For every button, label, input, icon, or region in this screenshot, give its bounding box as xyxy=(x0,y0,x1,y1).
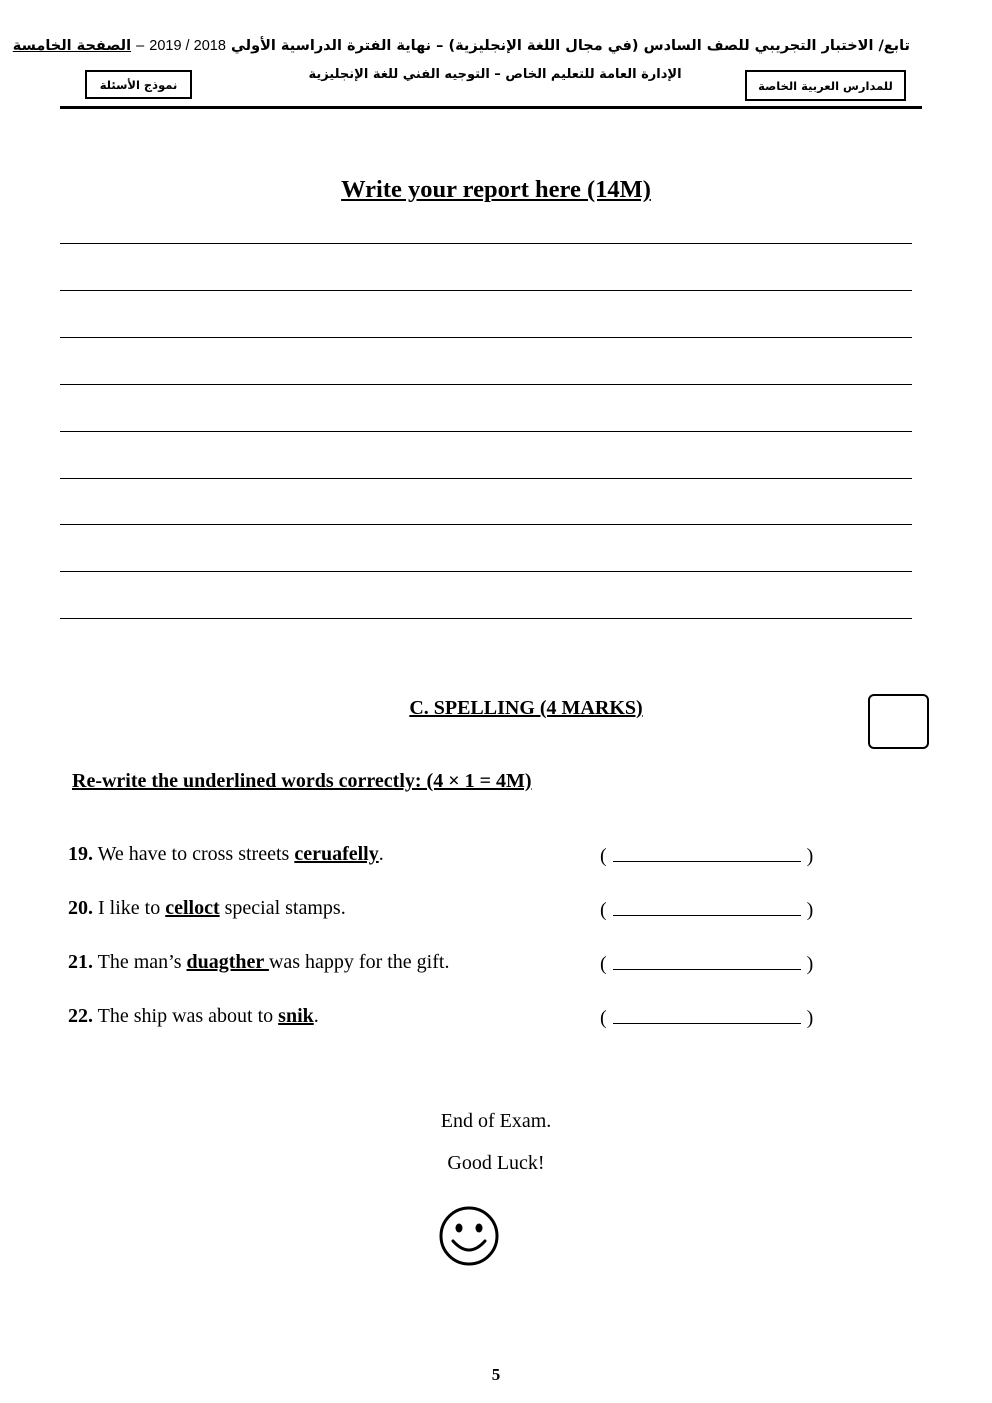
question-number: 21. xyxy=(68,951,93,973)
answer-19 xyxy=(600,845,813,868)
question-number: 20. xyxy=(68,897,93,919)
question-22 xyxy=(68,1005,319,1028)
header-year: 2018 / 2019 xyxy=(149,38,226,54)
question-text-after: . xyxy=(313,1005,319,1027)
question-text-after: . xyxy=(378,843,384,865)
report-writing-line[interactable] xyxy=(60,431,912,432)
answer-21 xyxy=(600,953,813,976)
question-text-after: special stamps. xyxy=(219,897,346,919)
report-writing-line[interactable] xyxy=(60,290,912,291)
question-text-after: was happy for the gift. xyxy=(268,951,450,973)
header-box-schools: للمدارس العربية الخاصة xyxy=(745,70,906,101)
answer-blank[interactable] xyxy=(613,1007,801,1024)
misspelled-word: celloct xyxy=(165,897,220,919)
paren-open: ( xyxy=(600,953,607,975)
question-text-before: The ship was about to xyxy=(97,1005,279,1027)
report-writing-line[interactable] xyxy=(60,618,912,619)
report-writing-line[interactable] xyxy=(60,243,912,244)
report-writing-line[interactable] xyxy=(60,337,912,338)
paren-close: ) xyxy=(806,899,814,921)
header-page-label: الصفحة الخامسة xyxy=(12,38,132,54)
paren-open: ( xyxy=(600,845,607,867)
question-19 xyxy=(68,843,384,866)
report-writing-line[interactable] xyxy=(60,571,912,572)
header-subtitle: الإدارة العامة للتعليم الخاص – التوجيه الفني للغة الإنجليزية xyxy=(308,67,682,82)
answer-blank[interactable] xyxy=(613,899,801,916)
report-writing-line[interactable] xyxy=(60,524,912,525)
question-text-before: I like to xyxy=(98,897,166,919)
answer-blank[interactable] xyxy=(613,845,801,862)
paren-close: ) xyxy=(806,845,814,867)
spelling-instruction: Re-write the underlined words correctly: (4 × 1 = 4M) xyxy=(72,770,532,792)
header-box-model: نموذج الأسئلة xyxy=(85,70,192,99)
misspelled-word: ceruafelly xyxy=(294,843,379,865)
end-of-exam-text: End of Exam. xyxy=(440,1110,552,1132)
question-number: 22. xyxy=(68,1005,93,1027)
header-title-text: تابع/ الاختبار التجريبي للصف السادس (في مجال اللغة الإنجليزية) – نهاية الفترة الدراسية الأولي xyxy=(230,38,910,54)
spelling-section-title: C. SPELLING (4 MARKS) xyxy=(409,697,643,719)
question-number: 19. xyxy=(68,843,93,865)
smiley-face-icon xyxy=(438,1205,500,1267)
answer-22 xyxy=(600,1007,813,1030)
report-writing-line[interactable] xyxy=(60,384,912,385)
answer-blank[interactable] xyxy=(613,953,801,970)
question-text-before: The man’s xyxy=(97,951,187,973)
header-dash: – xyxy=(136,38,145,54)
good-luck-text: Good Luck! xyxy=(447,1152,545,1174)
paren-open: ( xyxy=(600,899,607,921)
page-number: 5 xyxy=(491,1365,501,1384)
report-writing-line[interactable] xyxy=(60,478,912,479)
question-text-before: We have to cross streets xyxy=(97,843,295,865)
header-divider xyxy=(60,106,922,109)
paren-open: ( xyxy=(600,1007,607,1029)
paren-close: ) xyxy=(806,953,814,975)
paren-close: ) xyxy=(806,1007,814,1029)
question-20 xyxy=(68,897,346,920)
answer-20 xyxy=(600,899,813,922)
report-title: Write your report here (14M) xyxy=(341,176,651,203)
header-title-line xyxy=(12,38,910,54)
misspelled-word: snik xyxy=(278,1005,314,1027)
marks-box[interactable] xyxy=(868,694,929,749)
misspelled-word: duagther xyxy=(186,951,269,973)
question-21 xyxy=(68,951,449,974)
